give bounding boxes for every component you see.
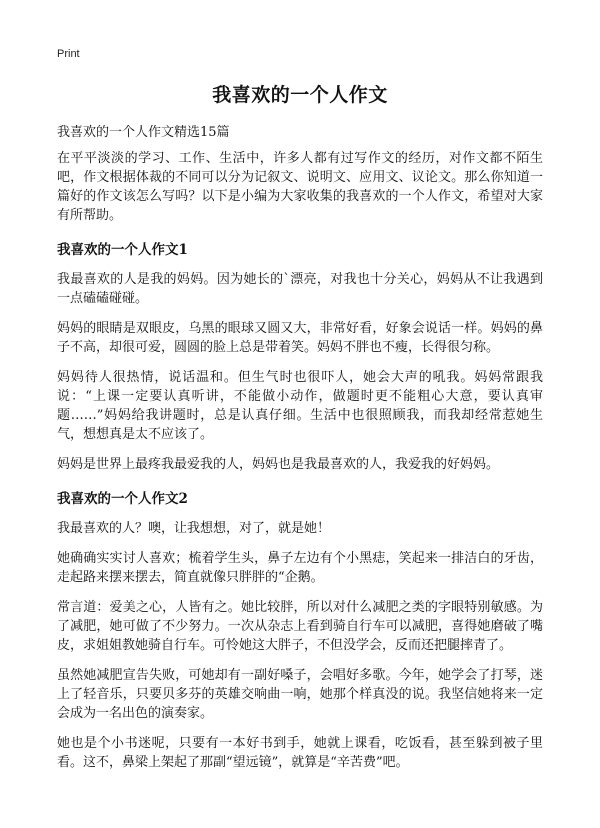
section-paragraph: 她也是个小书迷呢，只要有一本好书到手，她就上课看，吃饭看，甚至躲到被子里看。这不，鼻梁上架起了那副“望远镜”，就算是“辛苦费”吧。	[57, 736, 543, 770]
section-heading: 我喜欢的一个人作文2	[57, 491, 188, 507]
section-paragraph: 她确确实实讨人喜欢；梳着学生头，鼻子左边有个小黑痣，笑起来一排洁白的牙齿，走起路来摆来摆去，简直就像只胖胖的“企鹅。	[57, 551, 543, 585]
document-title: 我喜欢的一个人作文	[212, 84, 388, 106]
section-heading: 我喜欢的一个人作文1	[57, 242, 188, 258]
section-paragraph: 我最喜欢的人是我的妈妈。因为她长的`漂亮，对我也十分关心，妈妈从不让我遇到一点磕磕碰碰。	[57, 272, 543, 306]
section-paragraph: 妈妈待人很热情，说话温和。但生气时也很吓人，她会大声的吼我。妈妈常跟我说：“上课一定要认真听讲，不能做小动作，做题时更不能粗心大意，要认真审题……”妈妈给我讲题时，总是认真仔细。生活中也很照顾我，而我却经常惹她生气，想想真是太不应该了。	[57, 370, 543, 442]
section-paragraph: 常言道：爱美之心，人皆有之。她比较胖，所以对什么减肥之类的字眼特别敏感。为了减肥，她可做了不少努力。一次从杂志上看到骑自行车可以减肥，喜得她磨破了嘴皮，求姐姐教她骑自行车。可怜她这大胖子，不但没学会，反而还把腿摔青了。	[57, 600, 543, 653]
print-link[interactable]: Print	[57, 48, 80, 60]
section-paragraph: 我最喜欢的人？噢，让我想想，对了，就是她！	[57, 521, 331, 536]
section-paragraph: 妈妈是世界上最疼我最爱我的人，妈妈也是我最喜欢的人，我爱我的好妈妈。	[57, 457, 500, 472]
section-paragraph: 妈妈的眼睛是双眼皮，乌黑的眼球又圆又大，非常好看，好象会说话一样。妈妈的鼻子不高，却很可爱，圆圆的脸上总是带着笑。妈妈不胖也不瘦，长得很匀称。	[57, 321, 543, 355]
intro-paragraph: 在平平淡淡的学习、工作、生活中，许多人都有过写作文的经历，对作文都不陌生吧，作文根据体裁的不同可以分为记叙文、说明文、应用文、议论文。那么你知道一篇好的作文该怎么写吗？以下是小编为大家收集的我喜欢的一个人作文，希望对大家有所帮助。	[57, 151, 543, 223]
document-body	[57, 149, 543, 783]
section-paragraph: 虽然她减肥宣告失败，可她却有一副好嗓子，会唱好多歌。今年，她学会了打琴，迷上了轻音乐，只要贝多芬的英雄交响曲一响，她那个样真没的说。我坚信她将来一定会成为一名出色的演奏家。	[57, 668, 543, 721]
document-subtitle: 我喜欢的一个人作文精选15篇	[57, 125, 230, 140]
